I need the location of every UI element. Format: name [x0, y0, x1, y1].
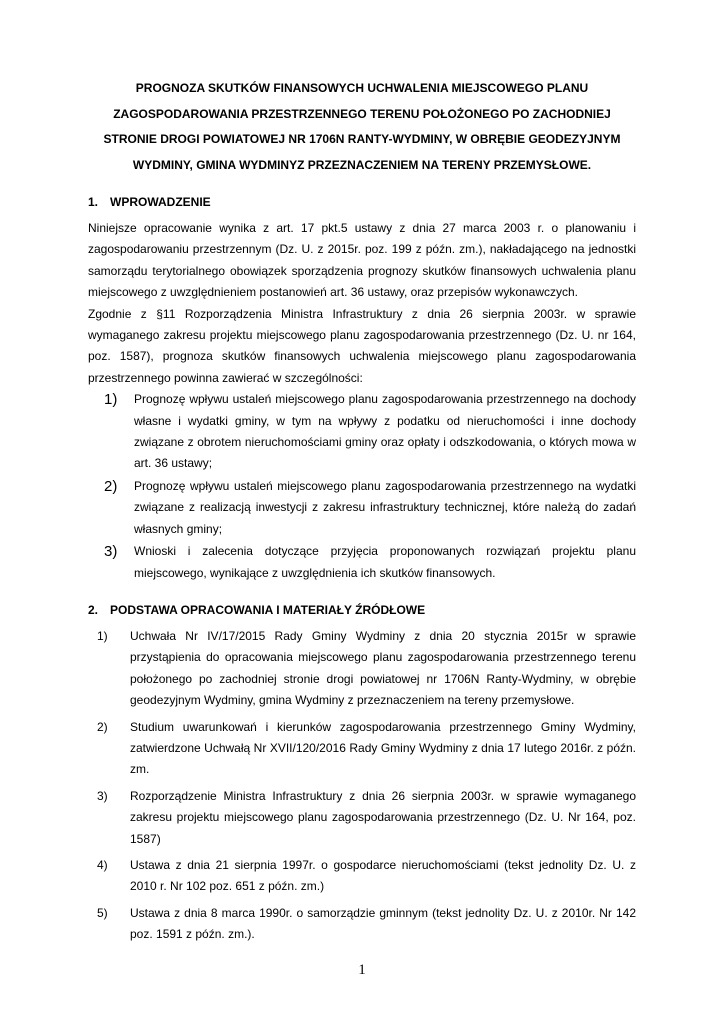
list-item-text: Uchwała Nr IV/17/2015 Rady Gminy Wydminy z dnia 20 stycznia 2015r w sprawie przystąpienia do opracowania miejscowego planu zagospodarowania przestrzennego terenu położonego po zachodniej stronie drogi powiatowej nr 1706N Ranty-Wydminy, w obrębie geodezyjnym Wydminy, gmina Wydminy z przeznaczeniem na tereny przemysłowe.	[130, 628, 636, 708]
list-marker: 4)	[97, 857, 108, 872]
list-item-text: Rozporządzenie Ministra Infrastruktury z dnia 26 sierpnia 2003r. w sprawie wymaganego zakresu projektu miejscowego planu zagospodarowania przestrzennego (Dz. U. Nr 164, poz. 1587)	[130, 788, 636, 846]
required-contents-list	[88, 389, 636, 584]
section-2-heading	[88, 600, 636, 620]
section-1-paragraph-1: Niniejsze opracowanie wynika z art. 17 pkt.5 ustawy z dnia 27 marca 2003 r. o planowaniu i zagospodarowaniu przestrzennym (Dz. U. z 2015r. poz. 199 z późn. zm.), nakładającego na jednostki samorządu terytorialnego obowiązek sporządzenia prognozy skutków finansowych uchwalenia planu miejscowego z uwzględnieniem postanowień art. 36 ustawy, oraz przepisów wykonawczych.	[88, 221, 636, 300]
list-item	[88, 626, 636, 712]
document-title: PROGNOZA SKUTKÓW FINANSOWYCH UCHWALENIA MIEJSCOWEGO PLANU ZAGOSPODAROWANIA PRZESTRZENNEGO TERENU POŁOŻONEGO PO ZACHODNIEJ STRONIE DROGI POWIATOWEJ NR 1706N RANTY-WYDMINY, W OBRĘBIE GEODEZYJNYM WYDMINY, GMINA WYDMINYZ PRZEZNACZENIEM NA TERENY PRZEMYSŁOWE.	[103, 81, 621, 172]
source-materials-list	[88, 626, 636, 946]
section-1-paragraph-2: Zgodnie z §11 Rozporządzenia Ministra Infrastruktury z dnia 26 sierpnia 2003r. w sprawie wymaganego zakresu projektu miejscowego planu zagospodarowania przestrzennego (Dz. U. nr 164, poz. 1587), prognoza skutków finansowych uchwalenia miejscowego planu zagospodarowania przestrzennego powinna zawierać w szczególności:	[88, 306, 636, 385]
list-item	[88, 855, 636, 898]
list-item	[88, 476, 636, 540]
document-page	[88, 76, 636, 951]
list-marker: 5)	[97, 905, 108, 920]
list-item	[88, 541, 636, 584]
list-marker: 3)	[97, 788, 108, 803]
section-2-title: PODSTAWA OPRACOWANIA I MATERIAŁY ŹRÓDŁOWE	[110, 602, 426, 617]
list-item	[88, 717, 636, 781]
list-marker: 1)	[97, 628, 108, 643]
section-2-number: 2.	[88, 602, 99, 617]
list-item-text: Prognozę wpływu ustaleń miejscowego planu zagospodarowania przestrzennego na dochody własne i wydatki gminy, w tym na wpływy z podatku od nieruchomości i inne dochody związane z obrotem nieruchomościami gminy oraz opłaty i odszkodowania, o których mowa w art. 36 ustawy;	[134, 392, 636, 471]
list-item-text: Prognozę wpływu ustaleń miejscowego planu zagospodarowania przestrzennego na wydatki związane z realizacją inwestycji z zakresu infrastruktury technicznej, które należą do zadań własnych gminy;	[134, 478, 636, 536]
list-item	[88, 903, 636, 946]
list-marker: 2)	[104, 477, 118, 495]
list-item-text: Ustawa z dnia 8 marca 1990r. o samorządzie gminnym (tekst jednolity Dz. U. z 2010r. Nr 142 poz. 1591 z późn. zm.).	[130, 905, 636, 942]
section-1-title: WPROWADZENIE	[110, 195, 211, 209]
section-1-heading	[88, 192, 636, 212]
list-item-text: Wnioski i zalecenia dotyczące przyjęcia proponowanych rozwiązań projektu planu miejscowego, wynikające z uwzględnienia ich skutków finansowych.	[134, 544, 636, 580]
list-item	[88, 786, 636, 850]
page-number: 1	[358, 962, 366, 978]
list-marker: 2)	[97, 719, 108, 734]
list-marker: 1)	[104, 391, 118, 409]
list-item-text: Ustawa z dnia 21 sierpnia 1997r. o gospodarce nieruchomościami (tekst jednolity Dz. U. z 2010 r. Nr 102 poz. 651 z późn. zm.)	[130, 857, 636, 894]
list-item	[88, 389, 636, 475]
section-1-number: 1.	[88, 195, 99, 209]
list-marker: 3)	[104, 543, 118, 561]
list-item-text: Studium uwarunkowań i kierunków zagospodarowania przestrzennego Gminy Wydminy, zatwierdzone Uchwałą Nr XVII/120/2016 Rady Gminy Wydminy z dnia 17 lutego 2016r. z późn. zm.	[130, 719, 636, 777]
